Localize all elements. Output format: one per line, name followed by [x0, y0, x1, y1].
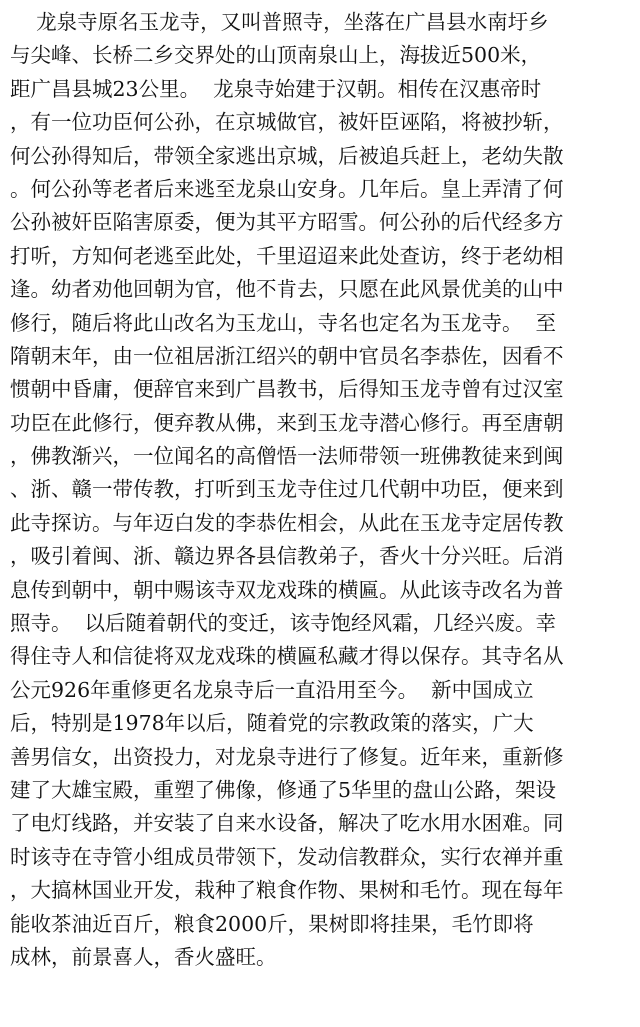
text-line: 距广昌县城23公里。 龙泉寺始建于汉朝。相传在汉惠帝时	[10, 76, 542, 101]
text-line: 能收茶油近百斤，粮食2000斤，果树即将挂果，毛竹即将	[10, 911, 534, 936]
text-line: 功臣在此修行，便弃教从佛，来到玉龙寺潜心修行。再至唐朝	[10, 410, 564, 435]
text-line: 隋朝末年，由一位祖居浙江绍兴的朝中官员名李恭佐，因看不	[10, 343, 564, 368]
text-line: 、浙、赣一带传教，打听到玉龙寺住过几代朝中功臣，便来到	[10, 477, 564, 502]
text-line: 后，特别是1978年以后，随着党的宗教政策的落实，广大	[10, 711, 534, 736]
text-line: 公元926年重修更名龙泉寺后一直沿用至今。 新中国成立	[10, 677, 534, 702]
text-line: ，佛教渐兴，一位闻名的高僧悟一法师带领一班佛教徒来到闽	[10, 444, 564, 469]
text-line: 息传到朝中，朝中赐该寺双龙戏珠的横匾。从此该寺改名为普	[10, 577, 564, 602]
text-line: 公孙被奸臣陷害原委，便为其平方昭雪。何公孙的后代经多方	[10, 210, 564, 235]
text-line: 何公孙得知后，带领全家逃出京城，后被追兵赶上，老幼失散	[10, 143, 564, 168]
text-line: 修行，随后将此山改名为玉龙山，寺名也定名为玉龙寺。 至	[10, 310, 557, 335]
text-line: 得住寺人和信徒将双龙戏珠的横匾私藏才得以保存。其寺名从	[10, 644, 564, 669]
text-line: 成林，前景喜人，香火盛旺。	[10, 944, 277, 969]
text-line: 与尖峰、长桥二乡交界处的山顶南泉山上，海拔近500米，	[10, 43, 542, 68]
text-line: ，大搞林国业开发，栽种了粮食作物、果树和毛竹。现在每年	[10, 878, 564, 903]
text-line: 。何公孙等老者后来逃至龙泉山安身。几年后。皇上弄清了何	[10, 176, 564, 201]
text-line: 了电灯线路，并安装了自来水设备，解决了吃水用水困难。同	[10, 811, 564, 836]
text-line: 建了大雄宝殿，重塑了佛像，修通了5华里的盘山公路，架设	[10, 777, 557, 802]
text-line: 善男信女，出资投力，对龙泉寺进行了修复。近年来，重新修	[10, 744, 564, 769]
text-line: ，有一位功臣何公孙，在京城做官，被奸臣诬陷，将被抄斩，	[10, 110, 564, 135]
text-line: 时该寺在寺管小组成员带领下，发动信教群众，实行农禅并重	[10, 844, 564, 869]
text-line: 逢。幼者劝他回朝为官，他不肯去，只愿在此风景优美的山中	[10, 277, 564, 302]
text-line: 照寺。 以后随着朝代的变迁，该寺饱经风霜，几经兴废。幸	[10, 611, 557, 636]
text-line: 打听，方知何老逃至此处，千里迢迢来此处查访，终于老幼相	[10, 243, 564, 268]
text-line: ，吸引着闽、浙、赣边界各县信教弟子，香火十分兴旺。后消	[10, 544, 564, 569]
text-line: 惯朝中昏庸，便辞官来到广昌教书，后得知玉龙寺曾有过汉室	[10, 377, 564, 402]
text-line: 龙泉寺原名玉龙寺，又叫普照寺，坐落在广昌县水南圩乡	[10, 10, 549, 34]
text-line: 此寺探访。与年迈白发的李恭佐相会，从此在玉龙寺定居传教	[10, 510, 564, 535]
